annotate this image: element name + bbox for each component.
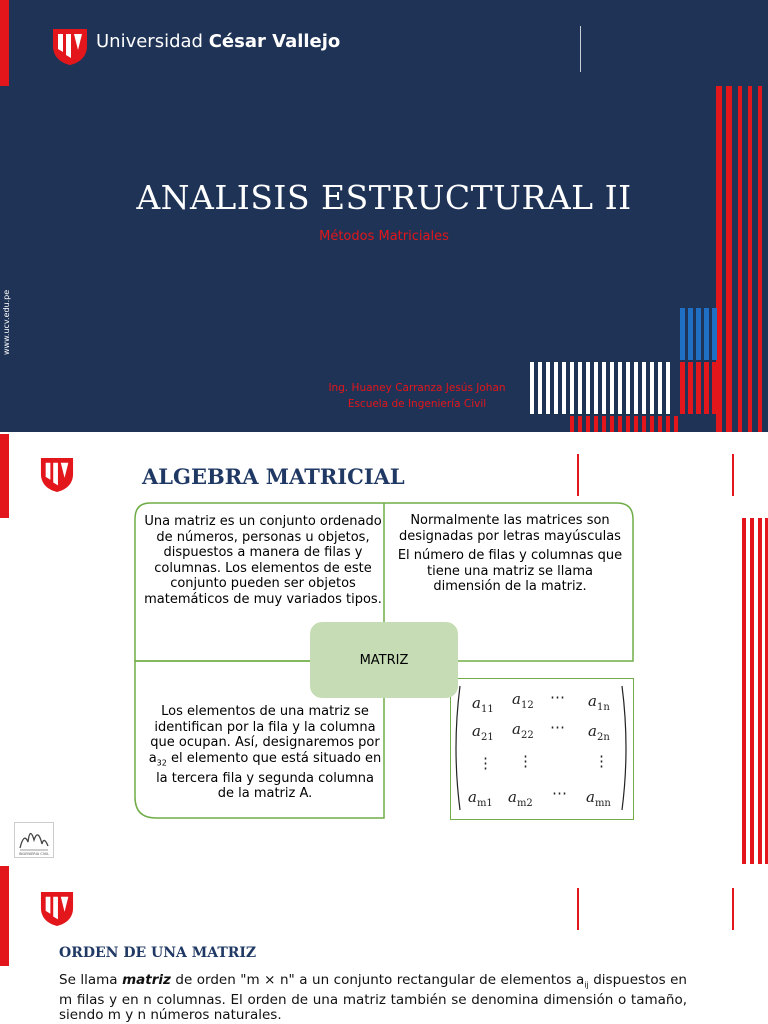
author-school: Escuela de Ingeniería Civil [347, 398, 487, 410]
generic-matrix [450, 678, 634, 818]
red-divider [577, 454, 579, 496]
matriz-center-label: MATRIZ [310, 622, 458, 698]
element-text-b: el elemento que está situado en la tercera fila y segunda columna de la matriz A. [156, 750, 382, 802]
paragraph-bold-term: matriz [122, 972, 171, 988]
matrix-entry: $a_{mn}$ [586, 788, 611, 809]
matrix-dimension-p2: El número de filas y columnas que tiene una matriz se llama dimensión de la matriz. [397, 548, 623, 594]
matrix-entry: $a_{m2}$ [508, 788, 533, 809]
paragraph-sub: ij [584, 980, 589, 990]
matrix-entry: ⋮ [594, 752, 609, 770]
orden-slide [0, 866, 768, 1024]
university-brand [96, 31, 340, 52]
matrix-entry: $a_{2n}$ [588, 722, 610, 743]
red-accent-bar [0, 0, 9, 86]
paragraph-text-a: Se llama [59, 972, 123, 988]
ucv-shield-logo-icon [40, 890, 74, 928]
matrix-entry: $a_{22}$ [512, 720, 534, 741]
brand-name-light: Universidad [96, 31, 209, 52]
ucv-shield-logo-icon [40, 456, 74, 494]
red-divider [577, 888, 579, 930]
right-red-stripes [738, 518, 768, 864]
header-divider [580, 26, 581, 72]
matrix-element-text [146, 704, 384, 802]
matrix-entry: ⋮ [518, 752, 533, 770]
striped-decoration [520, 80, 768, 432]
matrix-entry: $a_{1n}$ [588, 692, 610, 713]
matrix-naming-p1: Normalmente las matrices son designadas por letras mayúsculas [399, 513, 621, 544]
section-heading: ORDEN DE UNA MATRIZ [59, 945, 257, 961]
red-accent-bar [0, 866, 9, 966]
orden-paragraph [59, 973, 687, 1023]
matrix-definition-text: Una matriz es un conjunto ordenado de números, personas u objetos, dispuestos a manera de filas y columnas. Los elementos de este conjunto pueden ser objetos matemáticos de muy variados tipos. [144, 514, 382, 607]
matrix-entry: ⋯ [550, 718, 565, 736]
matrix-entry: $a_{21}$ [472, 722, 494, 743]
title-slide [0, 0, 768, 432]
matrix-entry: ⋯ [550, 688, 565, 706]
blue-stripes [680, 308, 717, 360]
white-stripes [530, 362, 670, 414]
red-short-stripes [680, 362, 717, 414]
red-bottom-stripes [570, 416, 678, 432]
red-tall-stripes [716, 86, 762, 432]
algebra-slide [0, 434, 768, 864]
matrix-naming-text [392, 513, 628, 595]
author-name: Ing. Huaney Carranza Jesús Johan [328, 382, 506, 394]
matrix-entry: ⋮ [478, 754, 493, 772]
matrix-entry: $a_{11}$ [472, 694, 494, 715]
footer-logo-caption: INGENIERIA CIVIL [18, 852, 50, 856]
slide-title: ALGEBRA MATRICIAL [142, 464, 405, 489]
author-info [300, 380, 534, 412]
element-text-sub: 32 [156, 758, 167, 768]
ucv-shield-logo-icon [52, 28, 88, 66]
presentation-title: ANALISIS ESTRUCTURAL II [136, 178, 632, 217]
paragraph-text-c: dispuestos en m filas y en n columnas. El orden de una matriz también se denomina dimensión o tamaño, siendo m y n números naturales. [59, 972, 687, 1023]
civil-engineering-logo-icon [14, 822, 54, 858]
brand-name-bold: César Vallejo [208, 31, 341, 52]
presentation-subtitle: Métodos Matriciales [319, 229, 449, 244]
matrix-entry: $a_{12}$ [512, 690, 534, 711]
red-divider [732, 888, 734, 930]
red-divider [732, 454, 734, 496]
matrix-entry: $a_{m1}$ [468, 788, 493, 809]
element-text-a: Los elementos de una matriz se identifican por la fila y la columna que ocupan. Así, designaremos por a [148, 704, 380, 766]
red-accent-bar [0, 434, 9, 518]
paragraph-text-b: de orden "m × n" a un conjunto rectangular de elementos a [170, 972, 585, 988]
side-url: www.ucv.edu.pe [2, 289, 11, 355]
matrix-entry: ⋯ [552, 784, 567, 802]
